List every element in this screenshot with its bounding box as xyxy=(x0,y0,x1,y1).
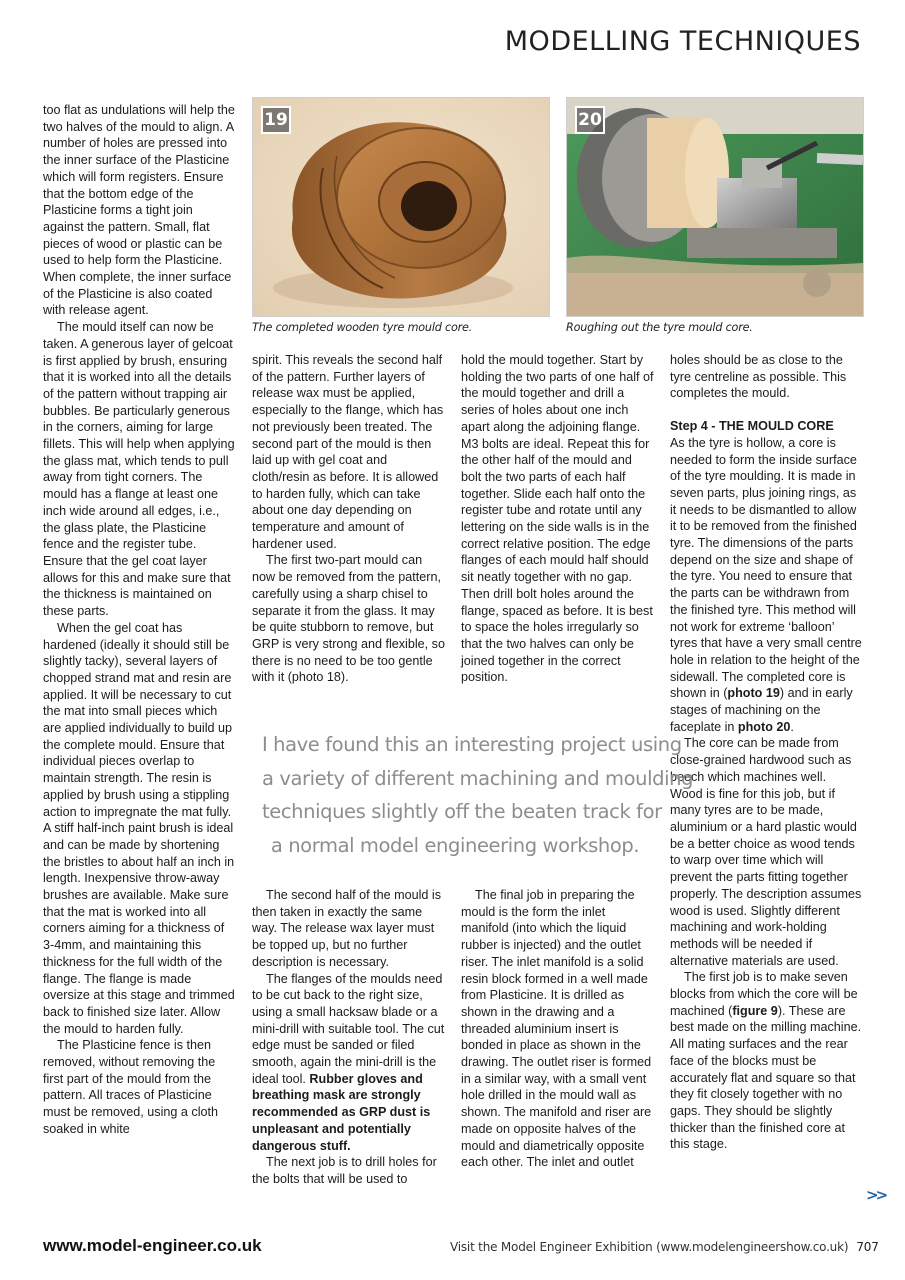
text-span: As the tyre is hollow, a core is needed to form the inside surface of the tyre moulding. It is made in seven parts, plus joining rings, as it needs to be dismantled to allow it to be removed from the finished tyre. The dimensions of the parts depend on the size and shape of the tyre. You need to ensure that the parts can be withdrawn from the finished tyre. This method will not work for extreme ‘balloon’ tyres that have a very small centre hole in relation to the height of the sidewall. The completed core is shown in ( xyxy=(670,435,862,701)
paragraph: too flat as undulations will help the two halves of the mould to align. A number of holes are pressed into the inner surface of the Plasticine which will form registers. Ensure that the bottom edge of the Plasticine forms a tight join against the pattern. Small, flat pieces of wood or plastic can be used to help form the Plasticine. When complete, the inner surface of the Plasticine is also coated with release agent. xyxy=(43,103,235,318)
paragraph xyxy=(252,971,446,1155)
photo-number-badge: 20 xyxy=(575,106,605,134)
paragraph: The second half of the mould is then taken in exactly the same way. The release wax layer must be topped up, but no further description is necessary. xyxy=(252,888,442,969)
photo-20-lathe xyxy=(566,97,864,317)
photo-reference: photo 20 xyxy=(737,719,791,734)
text-span: ) and in early stages of machining on the faceplate in xyxy=(670,686,853,734)
pull-quote-line: a variety of different machining and moulding xyxy=(262,766,694,790)
paragraph: The next job is to drill holes for the bolts that will be used to xyxy=(252,1155,437,1186)
text-column-2-top xyxy=(252,352,446,686)
text-column-3-bottom xyxy=(461,887,655,1171)
text-span: The flanges of the moulds need to be cut back to the right size, using a small hacksaw blade or a mini-drill with suitable tool. The cut edge must be sanded or filed smooth, again the mini-drill is the ideal tool. xyxy=(252,971,445,1086)
paragraph: The mould itself can now be taken. A generous layer of gelcoat is first applied by brush, ensuring that it is worked into all the details of the pattern without trapping air bubbles. Be particularly generous in the corners, aiming for large fillets. This will help when applying the glass mat, which tends to pull away from tight corners. The mould has a flange at least one inch wide around all edges, i.e., the glass plate, the Plasticine fence and the register tube. Ensure that the gel coat layer allows for this and make sure that the thickness is maintained on these parts. xyxy=(43,320,235,619)
pull-quote xyxy=(262,728,694,862)
pull-quote-line: I have found this an interesting project using xyxy=(262,733,682,756)
paragraph: When the gel coat has hardened (ideally it should still be slightly tacky), several layers of chopped strand mat and resin are applied. It will be necessary to cut the mat into small pieces which are applied individually to build up the complete mould. Ensure that individual pieces overlap to maintain strength. The resin is applied by brush using a stippling action to impregnate the mat fully. A stiff half-inch paint brush is ideal and can be made by shortening the bristles to about half an inch in length. Inexpensive throw-away brushes are available. Make sure that the mat is worked into all corners aiming for a thickness of 3-4mm, and maintaining this thickness for the full width of the flange. The flange is made oversize at this stage and trimmed back to finished size later. Allow the mould to harden fully. xyxy=(43,620,235,1036)
wooden-core-image xyxy=(253,98,549,316)
footer-exhibition-note xyxy=(450,1240,879,1254)
section-title: MODELLING TECHNIQUES xyxy=(504,26,861,57)
text-column-4 xyxy=(670,352,862,1153)
text-span: . xyxy=(790,719,794,734)
paragraph xyxy=(670,435,862,736)
figure-reference: figure 9 xyxy=(732,1003,778,1018)
paragraph: holes should be as close to the tyre centreline as possible. This completes the mould. xyxy=(670,353,847,401)
photo-reference: photo 19 xyxy=(727,686,780,701)
step-heading: Step 4 - THE MOULD CORE xyxy=(670,419,834,434)
footer-visit-text: Visit the Model Engineer Exhibition (www.modelengineershow.co.uk) xyxy=(450,1240,849,1254)
text-column-2-bottom xyxy=(252,887,446,1188)
text-column-1 xyxy=(43,102,235,1138)
text-span: ). These are best made on the milling machine. All mating surfaces and the rear face of the blocks must be accurately flat and square so that they fit closely together with no gaps. They should be slightly thicker than the finished core at this stage. xyxy=(670,1003,862,1152)
pull-quote-line: techniques slightly off the beaten track for xyxy=(262,800,662,823)
photo-20-caption: Roughing out the tyre mould core. xyxy=(566,321,753,334)
paragraph: The core can be made from close-grained hardwood such as beech which machines well. Wood is fine for this job, but if many tyres are to be made, aluminium or a hard plastic would be a better choice as wood tends to warp over time which will prevent the parts fitting together properly. The description assumes wood is used. Slightly different machining and work-holding methods will be needed if alternative materials are used. xyxy=(670,736,862,968)
photo-19-caption: The completed wooden tyre mould core. xyxy=(252,321,473,334)
pull-quote-line: a normal model engineering workshop. xyxy=(270,833,640,857)
safety-warning: Rubber gloves and breathing mask are strongly recommended as GRP dust is unpleasant and potentially dangerous stuff. xyxy=(252,1071,431,1153)
page-number: 707 xyxy=(856,1240,879,1254)
paragraph: The Plasticine fence is then removed, without removing the first part of the mould from the pattern. All traces of Plasticine must be removed, using a cloth soaked in white xyxy=(43,1038,219,1136)
paragraph: The first two-part mould can now be removed from the pattern, carefully using a sharp chisel to separate it from the glass. It may be quite stubborn to remove, but GRP is very strong and flexible, so there is no need to be too gentle with it (photo 18). xyxy=(252,553,445,685)
photo-19-mould-core xyxy=(252,97,550,317)
paragraph: spirit. This reveals the second half of the pattern. Further layers of release wax must be applied, especially to the flange, which has not previously been treated. The second part of the mould is then laid up with gel coat and cloth/resin as before. It is allowed to harden fully, which can take about one day depending on temperature and amount of hardener used. xyxy=(252,353,444,551)
continue-arrow-icon: >> xyxy=(866,1186,886,1204)
lathe-image xyxy=(567,98,863,316)
paragraph xyxy=(670,969,862,1153)
text-span: The first job is to make seven blocks from which the core will be machined ( xyxy=(670,970,858,1018)
paragraph: The final job in preparing the mould is the form the inlet manifold (into which the liquid rubber is injected) and the outlet riser. The inlet manifold is a solid resin block formed in a well made from Plasticine. It is drilled as shown in the drawing and a threaded aluminium insert is bonded in place as shown in the drawing. The outlet riser is formed in a similar way, with a small vent hole drilled in the mould wall as shown. The manifold and riser are made on opposite halves of the mould and diametrically opposite each other. The inlet and outlet xyxy=(461,888,652,1170)
paragraph: hold the mould together. Start by holding the two parts of one half of the mould together and drill a series of holes about one inch apart along the adjoining flange. M3 bolts are ideal. Repeat this for the other half of the mould and bolt the two parts of each half together. Slide each half onto the register tube and rotate until any lettering on the side walls is in the correct relative position. The edge flanges of each mould half should sit neatly together with no gap. Then drill bolt holes around the flange, spaced as before. It is best to space the holes irregularly so that the two halves can only be joined together in the correct position. xyxy=(461,353,654,685)
text-column-3-top xyxy=(461,352,655,686)
footer-website-url[interactable]: www.model-engineer.co.uk xyxy=(43,1236,262,1255)
photo-number-badge: 19 xyxy=(261,106,291,134)
